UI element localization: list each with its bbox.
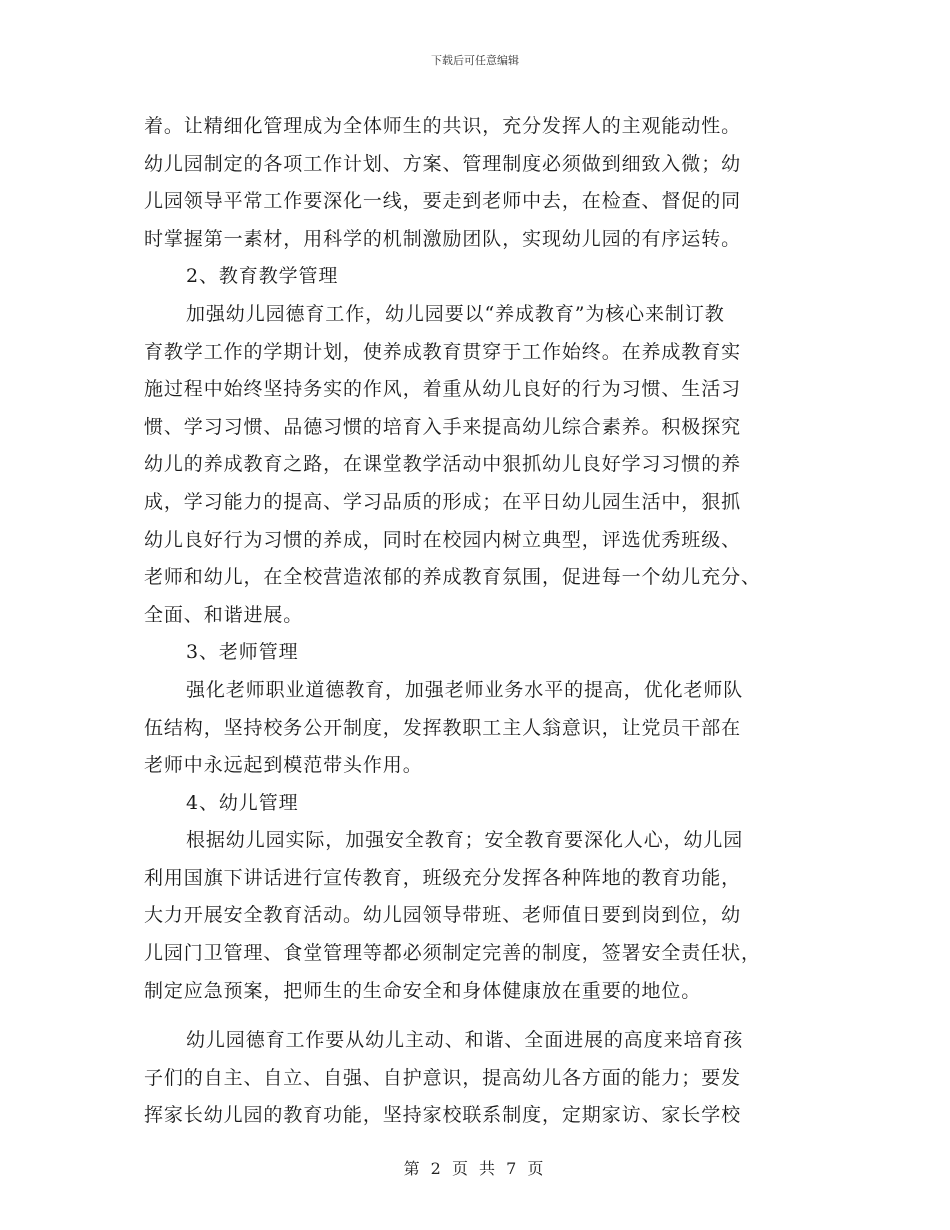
- text-line: 全面、和谐进展。: [144, 603, 304, 626]
- text-line: 育教学工作的学期计划，使养成教育贯穿于工作始终。在养成教育实: [144, 340, 742, 363]
- section-heading-3: 3、老师管理: [186, 641, 299, 664]
- text-line: 幼儿园制定的各项工作计划、方案、管理制度必须做到细致入微；幼: [144, 152, 742, 175]
- page-header-note: 下载后可任意编辑: [431, 54, 519, 67]
- text-line: 儿园门卫管理、食堂管理等都必须制定完善的制度，签署安全责任状，: [144, 942, 761, 965]
- text-line: 幼儿园德育工作要从幼儿主动、和谐、全面进展的高度来培育孩: [186, 1029, 744, 1052]
- text-line: 制定应急预案，把师生的生命安全和身体健康放在重要的地位。: [144, 979, 702, 1002]
- text-line: 幼儿良好行为习惯的养成，同时在校园内树立典型，评选优秀班级、: [144, 528, 742, 551]
- page-footer-number: 第 2 页 共 7 页: [403, 1159, 547, 1178]
- text-line: 儿园领导平常工作要深化一线，要走到老师中去，在检查、督促的同: [144, 190, 742, 213]
- document-body: [144, 108, 816, 1135]
- text-line: 加强幼儿园德育工作，幼儿园要以“养成教育”为核心来制订教: [186, 302, 725, 325]
- section-heading-4: 4、幼儿管理: [186, 791, 299, 814]
- text-line: 老师和幼儿，在全校营造浓郁的养成教育氛围，促进每一个幼儿充分、: [144, 566, 761, 589]
- paragraph-gap: [144, 1010, 816, 1022]
- text-line: 强化老师职业道德教育，加强老师业务水平的提高，优化老师队: [186, 678, 744, 701]
- text-line: 子们的自主、自立、自强、自护意识，提高幼儿各方面的能力；要发: [144, 1066, 742, 1089]
- text-line: 时掌握第一素材，用科学的机制激励团队，实现幼儿园的有序运转。: [144, 227, 742, 250]
- text-line: 大力开展安全教育活动。幼儿园领导带班、老师值日要到岗到位，幼: [144, 904, 742, 927]
- text-line: 幼儿的养成教育之路，在课堂教学活动中狠抓幼儿良好学习习惯的养: [144, 453, 742, 476]
- text-line: 惯、学习习惯、品德习惯的培育入手来提高幼儿综合素养。积极探究: [144, 415, 742, 438]
- text-line: 老师中永远起到模范带头作用。: [144, 754, 423, 777]
- text-line: 根据幼儿园实际，加强安全教育；安全教育要深化人心，幼儿园: [186, 829, 744, 852]
- text-line: 利用国旗下讲话进行宣传教育，班级充分发挥各种阵地的教育功能，: [144, 866, 742, 889]
- text-line: 伍结构，坚持校务公开制度，发挥教职工主人翁意识，让党员干部在: [144, 716, 742, 739]
- text-line: 挥家长幼儿园的教育功能，坚持家校联系制度，定期家访、家长学校: [144, 1104, 742, 1127]
- section-heading-2: 2、教育教学管理: [186, 265, 339, 288]
- text-line: 着。让精细化管理成为全体师生的共识，充分发挥人的主观能动性。: [144, 115, 742, 137]
- text-line: 施过程中始终坚持务实的作风，着重从幼儿良好的行为习惯、生活习: [144, 378, 742, 401]
- text-line: 成，学习能力的提高、学习品质的形成；在平日幼儿园生活中，狠抓: [144, 490, 742, 513]
